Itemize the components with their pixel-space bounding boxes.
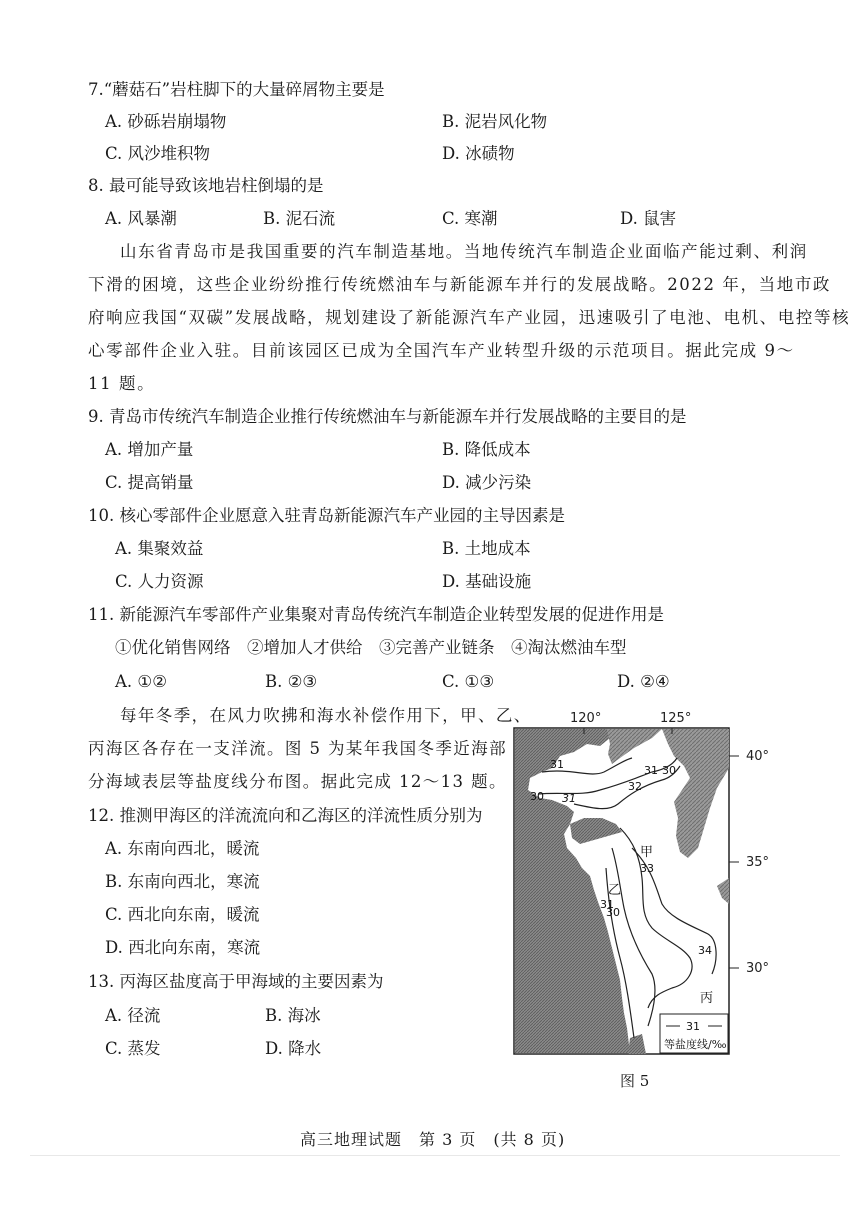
q7-option-b: B. 泥岩风化物 bbox=[442, 112, 548, 131]
lat-label-40: 40° bbox=[746, 749, 770, 764]
q11-option-a: A. ①② bbox=[115, 672, 167, 691]
footer-divider bbox=[30, 1155, 840, 1156]
figure-caption: 图 5 bbox=[620, 1072, 650, 1090]
contour-label: 32 bbox=[628, 780, 642, 793]
question-12-stem: 12. 推测甲海区的洋流流向和乙海区的洋流性质分别为 bbox=[88, 806, 483, 825]
question-7-stem: 7.“蘑菇石”岩柱脚下的大量碎屑物主要是 bbox=[88, 80, 385, 99]
q11-option-b: B. ②③ bbox=[265, 672, 318, 691]
region-label-yi: 乙 bbox=[608, 883, 622, 898]
page-footer: 高三地理试题 第 3 页 (共 8 页) bbox=[300, 1130, 566, 1149]
contour-label: 30 bbox=[606, 906, 620, 919]
q9-option-d: D. 减少污染 bbox=[442, 473, 532, 492]
q11-items: ①优化销售网络 ②增加人才供给 ③完善产业链条 ④淘汰燃油车型 bbox=[115, 638, 627, 657]
salinity-map-figure bbox=[512, 708, 778, 1056]
contour-label: 31 bbox=[644, 764, 658, 777]
lon-label-125: 125° bbox=[660, 711, 692, 726]
salinity-map bbox=[512, 708, 778, 1056]
q13-option-c: C. 蒸发 bbox=[105, 1039, 161, 1058]
q10-option-d: D. 基础设施 bbox=[442, 572, 532, 591]
question-10-stem: 10. 核心零部件企业愿意入驻青岛新能源汽车产业园的主导因素是 bbox=[88, 506, 565, 525]
q12-option-a: A. 东南向西北，暖流 bbox=[105, 839, 260, 858]
lon-label-120: 120° bbox=[570, 711, 602, 726]
question-8-stem: 8. 最可能导致该地岩柱倒塌的是 bbox=[88, 176, 324, 195]
q9-option-b: B. 降低成本 bbox=[442, 440, 531, 459]
passage1-line-1: 山东省青岛市是我国重要的汽车制造基地。当地传统汽车制造企业面临产能过剩、利润 bbox=[120, 242, 808, 261]
contour-label: 31 bbox=[550, 758, 564, 771]
passage1-line-3: 府响应我国“双碳”发展战略，规划建设了新能源汽车产业园，迅速吸引了电池、电机、电控等核 bbox=[88, 308, 851, 327]
contour-label: 31 bbox=[562, 792, 576, 805]
region-label-jia: 甲 bbox=[640, 845, 654, 860]
contour-label: 30 bbox=[662, 764, 676, 777]
contour-label: 30 bbox=[530, 790, 544, 803]
q11-option-d: D. ②④ bbox=[617, 672, 670, 691]
passage1-line-2: 下滑的困境，这些企业纷纷推行传统燃油车与新能源车并行的发展战略。2022 年，当地市政 bbox=[88, 275, 832, 294]
passage1-line-5: 11 题。 bbox=[88, 374, 156, 393]
q13-option-a: A. 径流 bbox=[105, 1006, 161, 1025]
passage2-line-2: 丙海区各存在一支洋流。图 5 为某年我国冬季近海部 bbox=[88, 739, 507, 758]
q12-option-c: C. 西北向东南，暖流 bbox=[105, 905, 260, 924]
q12-option-d: D. 西北向东南，寒流 bbox=[105, 938, 261, 957]
q13-option-b: B. 海冰 bbox=[265, 1006, 321, 1025]
lat-label-30: 30° bbox=[746, 961, 770, 976]
contour-label: 31 bbox=[600, 898, 614, 911]
question-11-stem: 11. 新能源汽车零部件产业集聚对青岛传统汽车制造企业转型发展的促进作用是 bbox=[88, 605, 664, 624]
lat-label-35: 35° bbox=[746, 855, 770, 870]
q8-option-c: C. 寒潮 bbox=[442, 209, 498, 228]
q11-option-c: C. ①③ bbox=[442, 672, 495, 691]
region-label-bing: 丙 bbox=[700, 991, 714, 1006]
q12-option-b: B. 东南向西北，寒流 bbox=[105, 872, 260, 891]
legend-label: 等盐度线/‰ bbox=[664, 1038, 727, 1051]
q13-option-d: D. 降水 bbox=[265, 1039, 322, 1058]
q9-option-c: C. 提高销量 bbox=[105, 473, 194, 492]
question-13-stem: 13. 丙海区盐度高于甲海域的主要因素为 bbox=[88, 972, 384, 991]
q7-option-a: A. 砂砾岩崩塌物 bbox=[105, 112, 227, 131]
q7-option-c: C. 风沙堆积物 bbox=[105, 144, 211, 163]
q8-option-a: A. 风暴潮 bbox=[105, 209, 177, 228]
passage2-line-1: 每年冬季，在风力吹拂和海水补偿作用下，甲、乙、 bbox=[120, 706, 532, 725]
passage1-line-4: 心零部件企业入驻。目前该园区已成为全国汽车产业转型升级的示范项目。据此完成 9～ bbox=[88, 341, 795, 360]
legend-value: 31 bbox=[686, 1020, 700, 1033]
question-9-stem: 9. 青岛市传统汽车制造企业推行传统燃油车与新能源车并行发展战略的主要目的是 bbox=[88, 407, 687, 426]
q10-option-a: A. 集聚效益 bbox=[115, 539, 204, 558]
q8-option-b: B. 泥石流 bbox=[263, 209, 336, 228]
contour-label: 33 bbox=[640, 862, 654, 875]
q7-option-d: D. 冰碛物 bbox=[442, 144, 515, 163]
passage2-line-3: 分海域表层等盐度线分布图。据此完成 12～13 题。 bbox=[88, 772, 507, 791]
q10-option-b: B. 土地成本 bbox=[442, 539, 531, 558]
contour-label: 34 bbox=[698, 944, 712, 957]
q10-option-c: C. 人力资源 bbox=[115, 572, 204, 591]
q8-option-d: D. 鼠害 bbox=[620, 209, 677, 228]
q9-option-a: A. 增加产量 bbox=[105, 440, 194, 459]
